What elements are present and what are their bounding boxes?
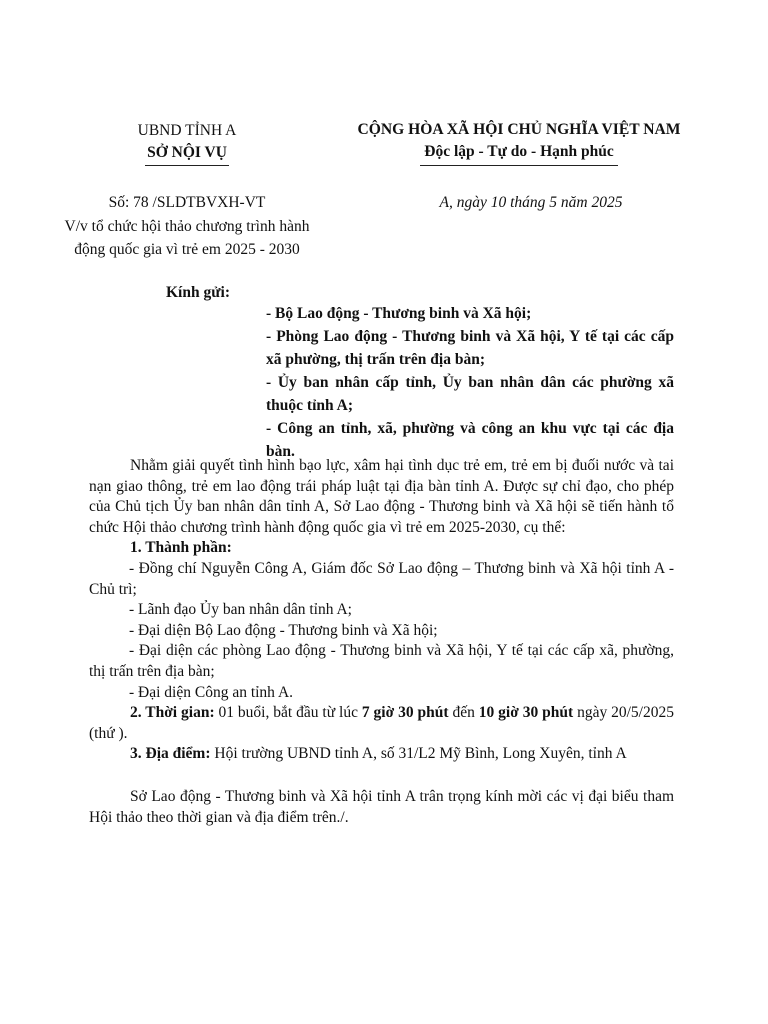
recipient-item: - Công an tỉnh, xã, phường và công an khu vực tại các địa bàn. <box>266 420 674 460</box>
doc-meta <box>40 191 334 262</box>
intro-paragraph: Nhằm giải quyết tình hình bạo lực, xâm hại tình dục trẻ em, trẻ em bị đuối nước và tai nạn giao thông, trẻ em lao động trái pháp luật tại địa bàn tỉnh A. Được sự chỉ đạo, cho phép của Chủ tịch Ủy ban nhân dân tỉnh A, Sở Lao động - Thương binh và Xã hội sẽ tiến hành tổ chức Hội thảo chương trình hành động quốc gia vì trẻ em 2025-2030, cụ thể: <box>89 457 674 536</box>
nation-title: CỘNG HÒA XÃ HỘI CHỦ NGHĨA VIỆT NAM <box>357 121 681 138</box>
time-text: ngày 20/5/2025 (thứ ). <box>89 704 674 742</box>
recipient-item: - Ủy ban nhân cấp tỉnh, Ủy ban nhân dân các phường xã thuộc tỉnh A; <box>266 374 674 414</box>
participant-item: - Đại diện Công an tỉnh A. <box>129 683 294 701</box>
closing-paragraph: Sở Lao động - Thương binh và Xã hội tỉnh A trân trọng kính mời các vị đại biểu tham Hội thảo theo thời gian và địa điểm trên./. <box>89 787 674 826</box>
participant-item: - Đại diện các phòng Lao động - Thương binh và Xã hội, Y tế tại các cấp xã, phường, thị trấn trên địa bàn; <box>89 642 674 680</box>
doc-number: Số: 78 /SLDTBVXH-VT <box>108 194 266 211</box>
section-2-time <box>89 703 674 744</box>
recipients-label: Kính gửi: <box>166 284 230 301</box>
time-text: đến <box>448 704 479 722</box>
section-3-location <box>89 744 674 765</box>
doc-subject-line-2: động quốc gia vì trẻ em 2025 - 2030 <box>74 241 300 258</box>
start-time: 7 giờ 30 phút <box>361 704 449 722</box>
motto: Độc lập - Tự do - Hạnh phúc <box>420 140 617 166</box>
participant-item: - Đại diện Bộ Lao động - Thương binh và Xã hội; <box>129 621 438 639</box>
participant-item: - Đồng chí Nguyễn Công A, Giám đốc Sở Lao động – Thương binh và Xã hội tỉnh A - Chủ trì; <box>89 559 674 598</box>
department-name: SỞ NỘI VỤ <box>145 141 229 166</box>
section-3-heading: 3. Địa điểm: <box>130 745 211 763</box>
time-text: 01 buổi, bắt đầu từ lúc <box>214 704 362 722</box>
location-text: Hội trường UBND tỉnh A, số 31/L2 Mỹ Bình, Long Xuyên, tỉnh A <box>210 745 627 763</box>
section-1-heading: 1. Thành phần: <box>130 539 232 557</box>
recipient-item: - Phòng Lao động - Thương binh và Xã hội, Y tế tại các cấp xã phường, thị trấn trên địa bàn; <box>266 328 674 368</box>
participant-item: - Lãnh đạo Ủy ban nhân dân tỉnh A; <box>129 601 352 619</box>
letter-body <box>89 456 674 828</box>
doc-date: A, ngày 10 tháng 5 năm 2025 <box>439 194 623 211</box>
header-left <box>96 121 278 166</box>
header-right <box>349 120 689 166</box>
section-2-heading: 2. Thời gian: <box>130 704 215 722</box>
authority-name: UBND TỈNH A <box>137 122 237 139</box>
recipient-item: - Bộ Lao động - Thương binh và Xã hội; <box>266 305 532 322</box>
doc-subject-line-1: V/v tổ chức hội thảo chương trình hành <box>64 217 310 235</box>
recipients-list <box>266 302 674 463</box>
end-time: 10 giờ 30 phút <box>478 704 574 722</box>
